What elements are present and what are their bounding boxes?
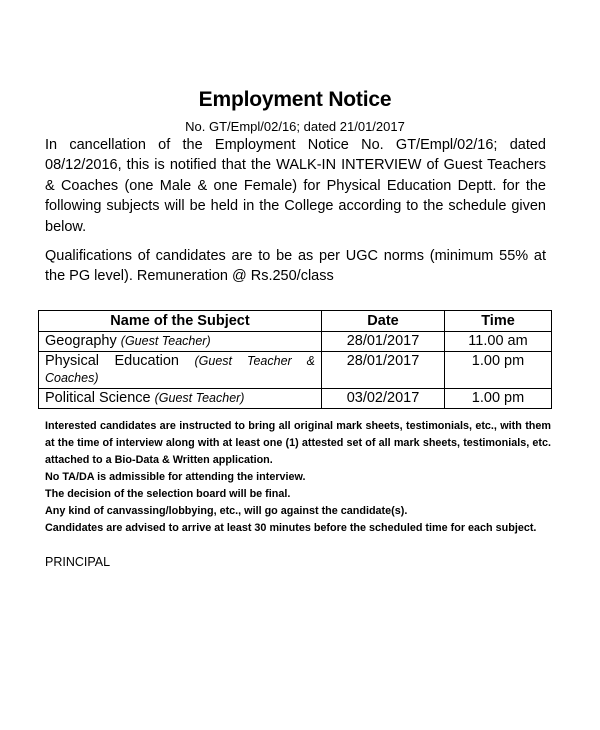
subject-note: (Guest Teacher & — [194, 354, 315, 368]
table-header-row — [39, 311, 552, 332]
subject-note: (Guest Teacher) — [120, 334, 211, 348]
time-cell: 1.00 pm — [445, 352, 552, 389]
subject-name: Geography — [45, 333, 117, 349]
time-cell: 11.00 am — [445, 332, 552, 352]
date-cell: 28/01/2017 — [322, 352, 445, 389]
interview-schedule-table — [38, 310, 552, 409]
notice-number: No. GT/Empl/02/16; dated 21/01/2017 — [185, 119, 405, 134]
subject-name: Physical Education — [45, 353, 179, 369]
intro-paragraph: In cancellation of the Employment Notice No. GT/Empl/02/16; dated 08/12/2016, this is notified that the WALK-IN INTERVIEW of Guest Teachers & Coaches (one Male & one Female) for Physical Education Deptt. for the following subjects will be held in the College according to the schedule given below. — [45, 137, 546, 235]
date-cell: 28/01/2017 — [322, 332, 445, 352]
header-subject: Name of the Subject — [39, 311, 322, 332]
instructions-block — [45, 418, 551, 537]
subject-cell — [39, 389, 322, 409]
header-date: Date — [322, 311, 445, 332]
subject-cell — [39, 332, 322, 352]
instruction-item: Candidates are advised to arrive at least 30 minutes before the scheduled time for each subject. — [45, 522, 537, 534]
subject-line-justified — [45, 353, 315, 370]
notice-title: Employment Notice — [198, 88, 392, 111]
instruction-item: Interested candidates are instructed to bring all original mark sheets, testimonials, etc., with them at the time of interview along with at least one (1) attested set of all mark sheets, testimonials, etc. attached to a Bio-Data & Written application. — [45, 420, 551, 466]
instruction-item: The decision of the selection board will be final. — [45, 488, 291, 500]
header-time: Time — [445, 311, 552, 332]
table-row — [39, 389, 552, 409]
subject-cell — [39, 352, 322, 389]
instruction-item: No TA/DA is admissible for attending the interview. — [45, 471, 306, 483]
subject-note: (Guest Teacher) — [154, 391, 245, 405]
subject-name: Political Science — [45, 390, 151, 406]
date-cell: 03/02/2017 — [322, 389, 445, 409]
signature-principal: PRINCIPAL — [45, 555, 111, 569]
subject-note-continued: Coaches) — [45, 371, 99, 385]
table-row — [39, 352, 552, 389]
qualifications-paragraph: Qualifications of candidates are to be as per UGC norms (minimum 55% at the PG level). Remuneration @ Rs.250/class — [45, 248, 546, 285]
time-cell: 1.00 pm — [445, 389, 552, 409]
table-row — [39, 332, 552, 352]
instruction-item: Any kind of canvassing/lobbying, etc., will go against the candidate(s). — [45, 505, 408, 517]
